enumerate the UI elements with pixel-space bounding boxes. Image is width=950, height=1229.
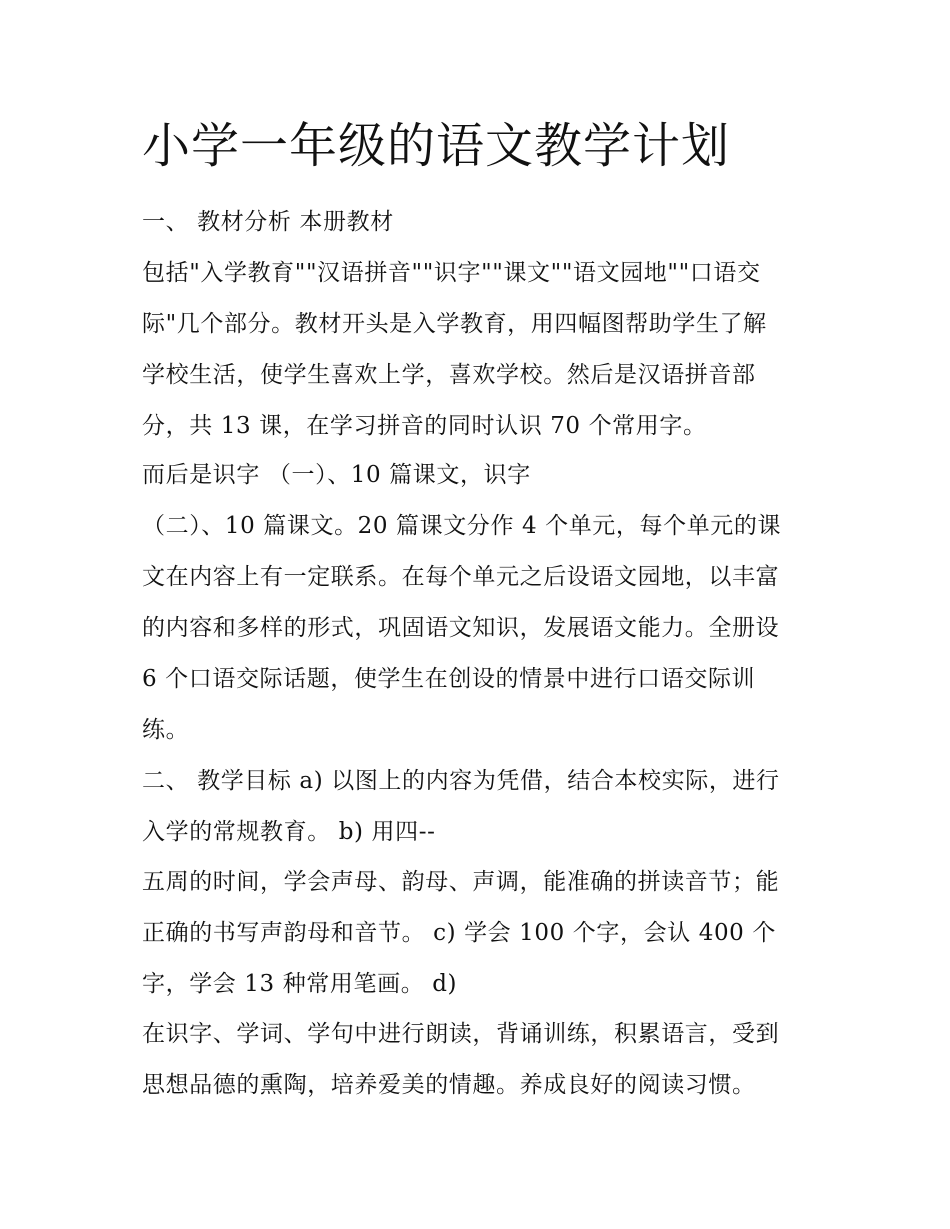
text-line: （二）、10 篇课文。20 篇课文分作 4 个单元，每个单元的课 [142,513,782,539]
text-line: 思想品德的熏陶，培养爱美的情趣。养成良好的阅读习惯。 [142,1072,756,1098]
text-line: 际"几个部分。教材开头是入学教育，用四幅图帮助学生了解 [142,311,767,337]
text-line: 一、 教材分析 本册教材 [142,209,394,235]
document-title: 小学一年级的语文教学计划 [142,118,731,174]
text-line: 字，学会 13 种常用笔画。 d) [142,971,458,997]
text-line: 入学的常规教育。 b) 用四-- [142,819,436,845]
text-line: 文在内容上有一定联系。在每个单元之后设语文园地，以丰富 [142,564,780,590]
text-line: 练。 [142,717,190,743]
text-line: 学校生活，使学生喜欢上学，喜欢学校。然后是汉语拼音部 [142,362,756,388]
text-line: 正确的书写声韵母和音节。 c) 学会 100 个字，会认 400 个 [142,920,776,946]
text-line: 包括"入学教育""汉语拼音""识字""课文""语文园地""口语交 [142,260,761,286]
text-line: 在识字、学词、学句中进行朗读，背诵训练，积累语言，受到 [142,1021,780,1047]
text-line: 五周的时间，学会声母、韵母、声调，能准确的拼读音节；能 [142,869,780,895]
text-line: 分，共 13 课，在学习拼音的同时认识 70 个常用字。 [142,413,707,439]
text-line: 6 个口语交际话题，使学生在创设的情景中进行口语交际训 [142,666,756,692]
text-line: 二、 教学目标 a) 以图上的内容为凭借，结合本校实际，进行 [142,768,780,794]
text-line: 的内容和多样的形式，巩固语文知识，发展语文能力。全册设 [142,615,780,641]
text-line: 而后是识字 （一）、10 篇课文，识字 [142,462,531,488]
